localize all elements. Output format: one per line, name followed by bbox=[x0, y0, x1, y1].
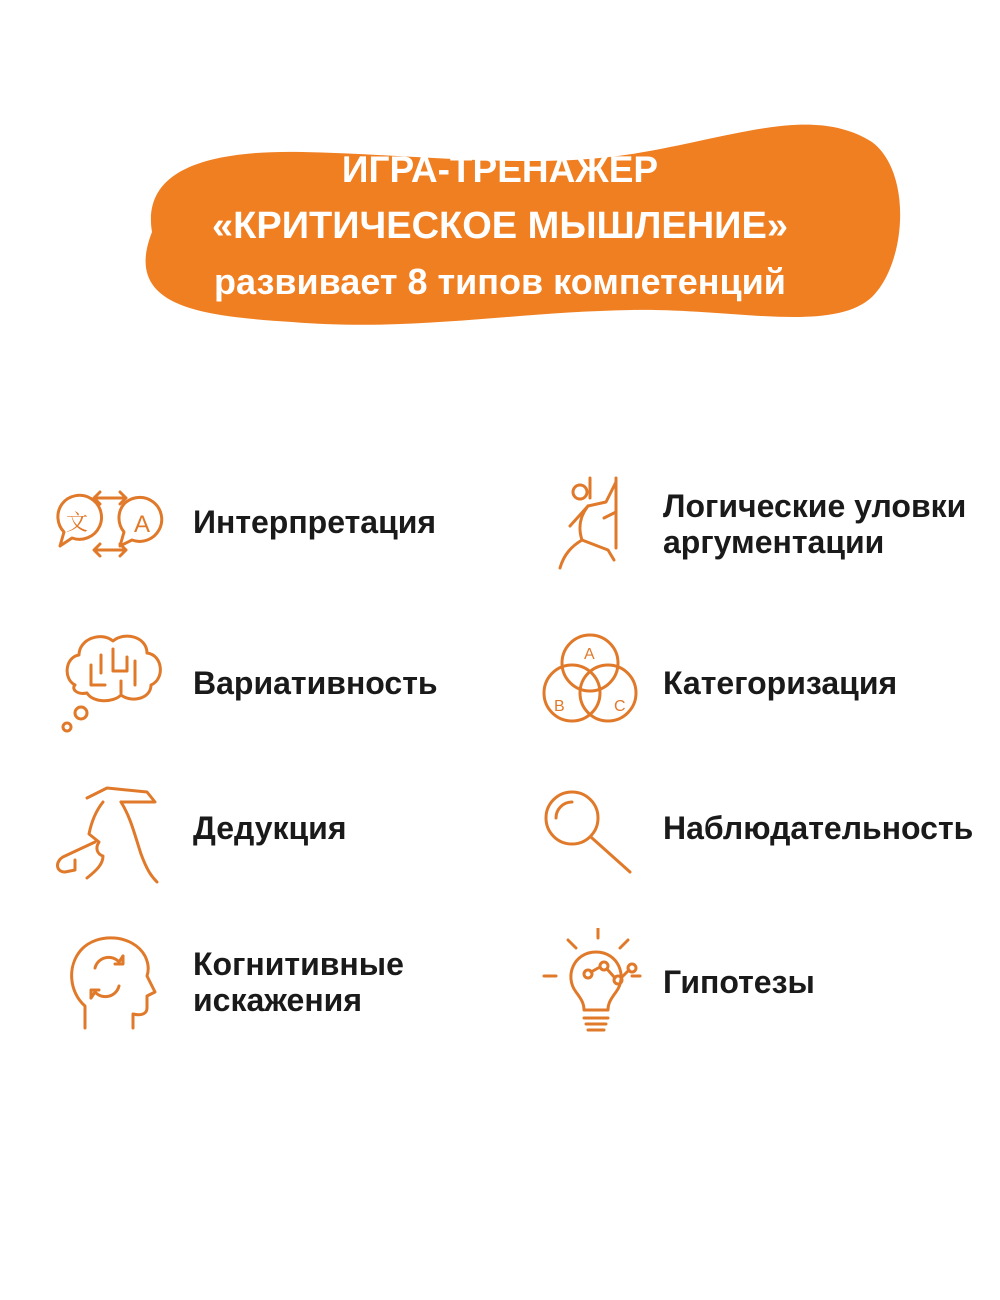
competency-label: Гипотезы bbox=[663, 964, 815, 1000]
header-line-2: «КРИТИЧЕСКОЕ МЫШЛЕНИЕ» bbox=[212, 205, 788, 247]
competency-label-line: Когнитивные bbox=[193, 946, 404, 982]
venn-label-c: C bbox=[614, 698, 626, 715]
header-line-1: ИГРА-ТРЕНАЖЕР bbox=[341, 149, 659, 190]
venn-label-b: B bbox=[554, 698, 565, 715]
head-cycle-icon bbox=[55, 928, 175, 1038]
detective-pipe-icon bbox=[45, 778, 165, 888]
competency-label-line: Логические уловки bbox=[663, 488, 967, 524]
header-title bbox=[0, 142, 1000, 310]
competency-label bbox=[663, 488, 966, 560]
magnifier-icon bbox=[530, 778, 650, 888]
competency-label: Интерпретация bbox=[193, 504, 437, 540]
header-line-3: развивает 8 типов компетенций bbox=[214, 261, 786, 302]
chinese-glyph: 文 bbox=[66, 510, 89, 535]
competency-label bbox=[193, 946, 453, 1018]
competency-label-line: аргументации bbox=[663, 524, 885, 560]
venn-diagram-icon bbox=[530, 625, 650, 735]
competency-label: Наблюдательность bbox=[663, 810, 974, 846]
climber-icon bbox=[530, 470, 650, 580]
competency-label: Категоризация bbox=[663, 665, 898, 701]
lightbulb-graph-icon bbox=[540, 928, 660, 1038]
venn-label-a: A bbox=[584, 646, 595, 663]
competency-label-line: искажения bbox=[193, 982, 363, 1018]
translation-icon bbox=[48, 470, 168, 580]
latin-glyph: A bbox=[134, 511, 151, 538]
brain-maze-icon bbox=[55, 625, 175, 735]
competency-label: Вариативность bbox=[193, 665, 438, 701]
competency-label: Дедукция bbox=[193, 810, 347, 846]
